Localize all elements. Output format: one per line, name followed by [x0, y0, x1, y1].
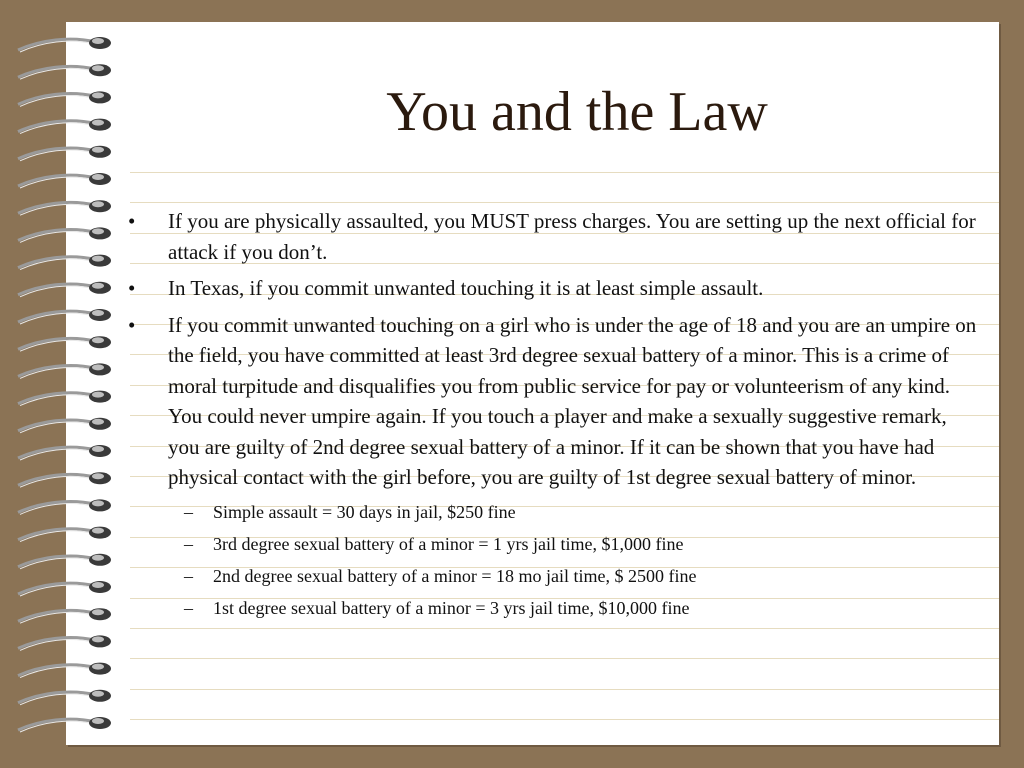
bullet-item [128, 273, 978, 304]
dash-marker: – [184, 565, 193, 586]
spiral-ring [18, 309, 111, 324]
ruled-line [130, 719, 999, 720]
sub-bullet-item [128, 531, 978, 557]
spiral-ring [18, 499, 111, 514]
bullet-text: If you commit unwanted touching on a girl who is under the age of 18 and you are an umpire on the field, you have committed at least 3rd degree sexual battery of a minor. This is a crime of moral turpitude and disqualifies you from public service for pay or volunteerism of any kind. You could never umpire again. If you touch a player and make a sexually suggestive remark, you are guilty of 2nd degree sexual battery of a minor. If it can be shown that you have had physical contact with the girl before, you are guilty of 1st degree sexual battery of minor. [168, 312, 977, 489]
slide-body [128, 206, 978, 621]
bullet-text: In Texas, if you commit unwanted touching it is at least simple assault. [168, 276, 764, 300]
dash-marker: – [184, 597, 193, 618]
sub-bullet-item [128, 563, 978, 589]
bullet-item [128, 310, 978, 493]
bullet-marker: • [128, 312, 136, 337]
spiral-ring [18, 363, 111, 378]
spiral-ring [18, 391, 111, 406]
ruled-line [130, 172, 999, 173]
spiral-ring [18, 173, 111, 188]
spiral-ring [18, 64, 111, 79]
sub-bullet-text: 3rd degree sexual battery of a minor = 1 yrs jail time, $1,000 fine [213, 533, 684, 554]
bullet-marker: • [128, 276, 136, 300]
spiral-ring [18, 445, 111, 460]
spiral-ring [18, 119, 111, 134]
spiral-ring [18, 608, 111, 623]
spiral-ring [18, 282, 111, 297]
spiral-ring [18, 37, 111, 52]
sub-bullet-item [128, 595, 978, 621]
spiral-ring [18, 663, 111, 678]
dash-marker: – [184, 533, 193, 554]
spiral-ring [18, 146, 111, 161]
spiral-ring [18, 418, 111, 433]
spiral-ring [18, 227, 111, 242]
ruled-line [130, 658, 999, 659]
spiral-ring [18, 581, 111, 596]
bullet-text: If you are physically assaulted, you MUST press charges. You are setting up the next official for attack if you don’t. [168, 209, 976, 264]
sub-bullet-text: 2nd degree sexual battery of a minor = 18 mo jail time, $ 2500 fine [213, 565, 697, 586]
spiral-ring [18, 717, 111, 732]
bullet-marker: • [128, 209, 136, 233]
spiral-binding [10, 30, 120, 740]
ruled-line [130, 689, 999, 690]
ruled-line [130, 628, 999, 629]
spiral-ring [18, 255, 111, 270]
slide-title: You and the Law [386, 81, 768, 143]
spiral-ring [18, 635, 111, 650]
spiral-ring [18, 554, 111, 569]
spiral-ring [18, 91, 111, 106]
dash-marker: – [184, 501, 193, 522]
spiral-ring [18, 527, 111, 542]
ruled-line [130, 202, 999, 203]
spiral-ring [18, 690, 111, 705]
spiral-ring [18, 200, 111, 215]
sub-bullet-text: 1st degree sexual battery of a minor = 3 yrs jail time, $10,000 fine [213, 597, 690, 618]
sub-bullet-text: Simple assault = 30 days in jail, $250 fine [213, 501, 516, 522]
sub-bullet-item [128, 499, 978, 525]
spiral-ring [18, 472, 111, 487]
bullet-item [128, 206, 978, 267]
spiral-ring [18, 336, 111, 351]
